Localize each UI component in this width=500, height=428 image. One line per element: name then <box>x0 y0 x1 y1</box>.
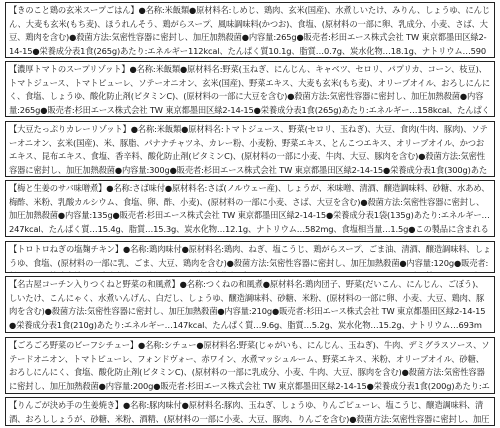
product-label-beef-stew <box>5 337 495 394</box>
product-label-saba-miso <box>5 180 495 237</box>
product-label-shogayaki <box>5 397 495 426</box>
product-label-shiokoji-chicken <box>5 241 495 273</box>
product-label-text: 【名古屋コーチン入りつくねと野菜の和風煮】●名称:つくねの和風煮●原材料名:鶏肉団子、野菜(だいこん、にんじん、ごぼう)、しいたけ、こんにゃく、水煮いんげん、白だし、しょうゆ、醸造調味料、砂糖、米粉、(原材料の一部に卵、小麦、大豆、鶏肉、豚肉を含む)●殺菌方法:気密性容器に密封し、加圧加熱殺菌●内容量:210g●販売者:杉田エース株式会社 TW 東京都墨田区緑2-14-15●栄養成分表1食(210g)あたり:エネルギー…147kcal、たんぱく質…9.6g、脂質…5.2g、炭水化物…15.2g、ナトリウム…693m <box>9 279 486 330</box>
product-label-text: 【大豆たっぷりカレーリゾット】●名称:米飯類●原材料名:トマトジュース、野菜(セロリ、玉ねぎ)、大豆、食肉(牛肉、豚肉)、ソテーオニオン、玄米(国産)、米、豚脂、パナナチャツネ、カレー粉、小麦粉、野菜エキス、とんこつエキス、オリーブオイル、かつおエキス、昆布エキス、食塩、香辛料、酸化防止剤(ビタミンC)、(原材料の一部に小麦、牛肉、大豆、豚肉を含む)●殺菌方法:気密性容器に密封し、加圧加熱殺菌●内容量:300g●販売者:杉田エース株式会社 TW 東京都墨田区緑2-14-15●栄養成分表1食(300g)あた <box>9 124 488 175</box>
product-label-text: 【梅と生姜のサバ味噌煮】●名称:さば味付●原材料名:さば(ノルウェー産)、しょうが、米味噌、清酒、醸造調味料、砂糖、水あめ、梅酢、米粉、乳酸カルシウム、食塩、卵、酢、小麦)、(原材料の一部に小麦、さば、大豆を含む)●殺菌方法:気密性容器に密封し、加圧加熱殺菌●内容量:135g●販売者:杉田エース株式会社 TW 東京都墨田区緑2-14-15●栄養成分表1袋(135g)あたり:エネルギー…247kcal、たんぱく質…15.4g、脂質…15.3g、炭水化物…12.1g、ナトリウム…582mg、食塩相当量…1.5g●この製品に含まれる <box>9 183 490 234</box>
product-label-text: 【ごろごろ野菜のビーフシチュー】●名称:シチュー●原材料名:野菜(じゃがいも、にんじん、玉ねぎ)、牛肉、デミグラスソース、ソテードオニオン、トマトピューレ、フォンドヴォー、赤ワイン、水煮マッシュルーム、野菜エキス、米粉、オリーブオイル、砂糖、おろしにんにく、食塩、酸化防止剤(ビタミンC)、(原材料の一部に乳成分、小麦、牛肉、大豆、豚肉を含む)●殺菌方法:気密性容器に密封し、加圧加熱殺菌●内容量:200g●販売者:杉田エース株式会社 TW 東京都墨田区緑2-14-15●栄養成分表1食(200g)あたり:エ <box>9 340 490 391</box>
product-label-text: 【きのこと鶏の玄米スープごはん】●名称:米飯類●原材料名:しめじ、鶏肉、玄米(国産)、水煮しいたけ、みりん、しょうゆ、にんじん、大麦も玄米(もち麦)、ほうれんそう、鶏がらスープ、風味調味料(かつお)、食塩、(原材料の一部に卵、乳成分、小麦、さば、大豆、鶏肉を含む)●殺菌方法:気密性容器に密封し、加圧加熱殺菌●内容量:265g●販売者:杉田エース株式会社 TW 東京都墨田区緑2-14-15●栄養成分表1食(265g)あたり:エネルギー112kcal、たんぱく質10.1g、脂質…0.7g、炭水化物…18.1g、ナトリウム…590 <box>9 5 490 56</box>
product-label-kinoko-soup-rice <box>5 2 495 58</box>
product-label-text: 【濃厚トマトのスープリゾット】●名称:米飯類●原材料名:野菜(玉ねぎ、にんじん、キャベツ、セロリ、パプリカ、コーン、枝豆)、トマトジュース、トマトピューレ、ソテーオニオン、玄米(国産)、野菜エキス、大麦も玄米(もち麦)、オリーブオイル、おろしにんにく、食塩、しょうゆ、酸化防止剤(ビタミンC)、(原材料の一部に大豆を含む)●殺菌方法:気密性容器に密封し、加圧加熱殺菌●内容量:265g●販売者:杉田エース株式会社 TW 東京都墨田区緑2-14-15●栄養成分表1食(265g)あたり:エネルギー…158kcal、たんぱく <box>9 64 491 115</box>
product-label-tsukune-wafu <box>5 276 495 333</box>
product-label-tomato-risotto <box>5 61 495 117</box>
product-label-curry-risotto <box>5 121 495 177</box>
product-label-text: 【トロトロねぎの塩麹チキン】●名称:鶏肉味付●原材料名:鶏肉、ねぎ、塩こうじ、鶏がらスープ、ごま油、清酒、醸造調味料、しょうゆ、食塩、(原材料の一部に乳、ごま、大豆、鶏肉を含む)●殺菌方法:気密性容器に密封し、加圧加熱殺菌●内容量:120g●販売者: <box>9 244 491 268</box>
product-label-text: 【りんごが決め手の生姜焼き】●名称:豚肉味付●原材料名:豚肉、玉ねぎ、しょうゆ、りんごピューレ、塩こうじ、醸造調味料、清酒、おろししょうが、砂糖、米粉、酒精、(原材料の一部に小麦、大豆、豚肉、りんごを含む)●殺菌方法:気密性容器に密封し、加圧 <box>9 400 490 424</box>
